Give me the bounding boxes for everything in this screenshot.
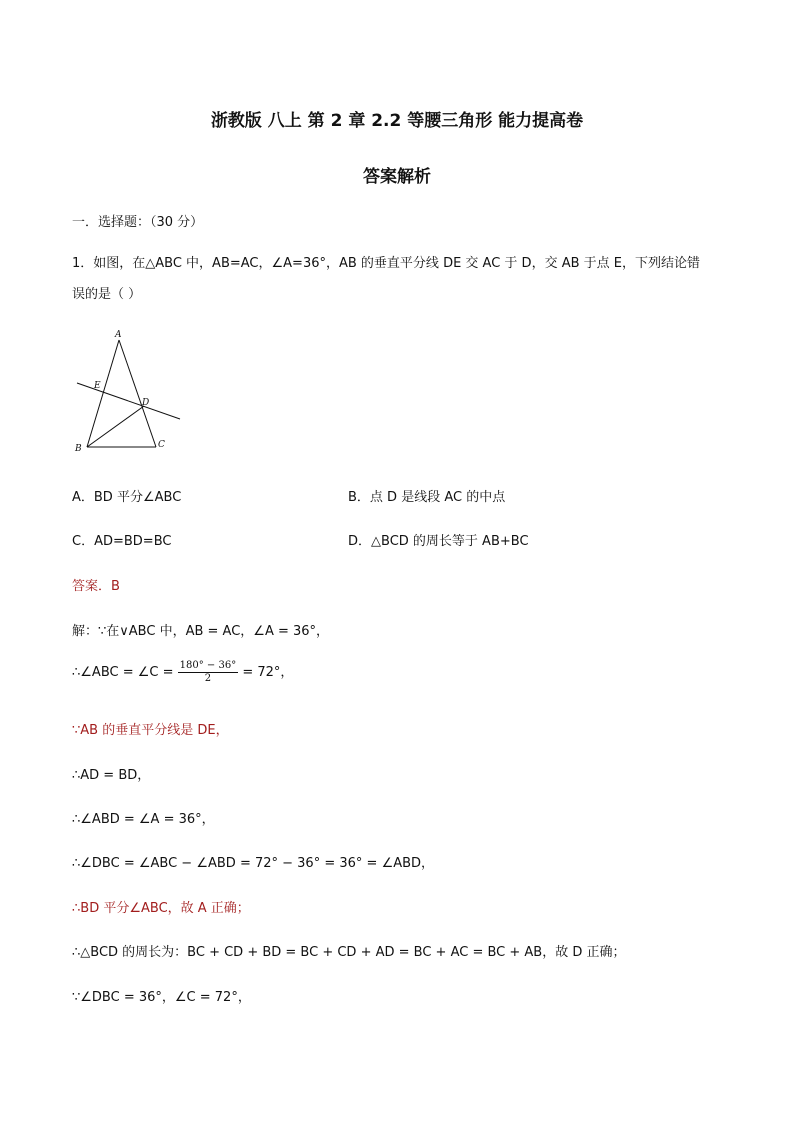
question-stem-line1: 1．如图，在△ABC 中，AB=AC，∠A=36°，AB 的垂直平分线 DE 交 AC 于 D，交 AB 于点 E，下列结论错 (72, 256, 700, 271)
label-a: A (115, 330, 122, 340)
option-b: B．点 D 是线段 AC 的中点 (348, 490, 506, 505)
fraction (178, 660, 239, 685)
step-2-suffix: = 72°， (242, 665, 294, 680)
label-b: B (75, 444, 82, 454)
solution-step-8: ∴△BCD 的周长为：BC + CD + BD = BC + CD + AD = BC + AC = BC + AB，故 D 正确； (72, 945, 626, 960)
document-title: 浙教版 八上 第 2 章 2.2 等腰三角形 能力提高卷 (210, 111, 584, 131)
label-d: D (142, 398, 150, 408)
option-a: A．BD 平分∠ABC (72, 490, 182, 505)
option-c: C．AD=BD=BC (72, 534, 172, 549)
step-2-prefix: ∴∠ABC = ∠C = (72, 665, 174, 680)
triangle-figure (70, 325, 185, 455)
solution-step-3: ∵AB 的垂直平分线是 DE， (72, 723, 229, 738)
solution-step-2 (72, 660, 293, 685)
side-ac (119, 340, 156, 447)
solution-step-7: ∴BD 平分∠ABC，故 A 正确； (72, 901, 250, 916)
document-subtitle: 答案解析 (363, 167, 431, 187)
perpendicular-bisector-de (77, 383, 180, 419)
label-e: E (94, 381, 101, 391)
question-stem-line2: 误的是（ ） (72, 287, 142, 302)
option-d: D．△BCD 的周长等于 AB+BC (348, 534, 529, 549)
solution-step-4: ∴AD = BD， (72, 768, 151, 783)
solution-step-5: ∴∠ABD = ∠A = 36°， (72, 812, 215, 827)
label-c: C (158, 440, 165, 450)
solution-step-1: 解：∵在∨ABC 中，AB = AC，∠A = 36°， (72, 624, 330, 639)
fraction-numerator: 180° − 36° (179, 660, 237, 671)
solution-step-6: ∴∠DBC = ∠ABC − ∠ABD = 72° − 36° = 36° = ∠ABD， (72, 856, 435, 871)
section-heading: 一．选择题：（30 分） (72, 215, 204, 230)
side-ab (87, 340, 119, 447)
answer-label: 答案．B (72, 579, 120, 594)
segment-bd (87, 406, 144, 447)
solution-step-9: ∵∠DBC = 36°，∠C = 72°， (72, 990, 251, 1005)
fraction-denominator: 2 (204, 673, 212, 684)
